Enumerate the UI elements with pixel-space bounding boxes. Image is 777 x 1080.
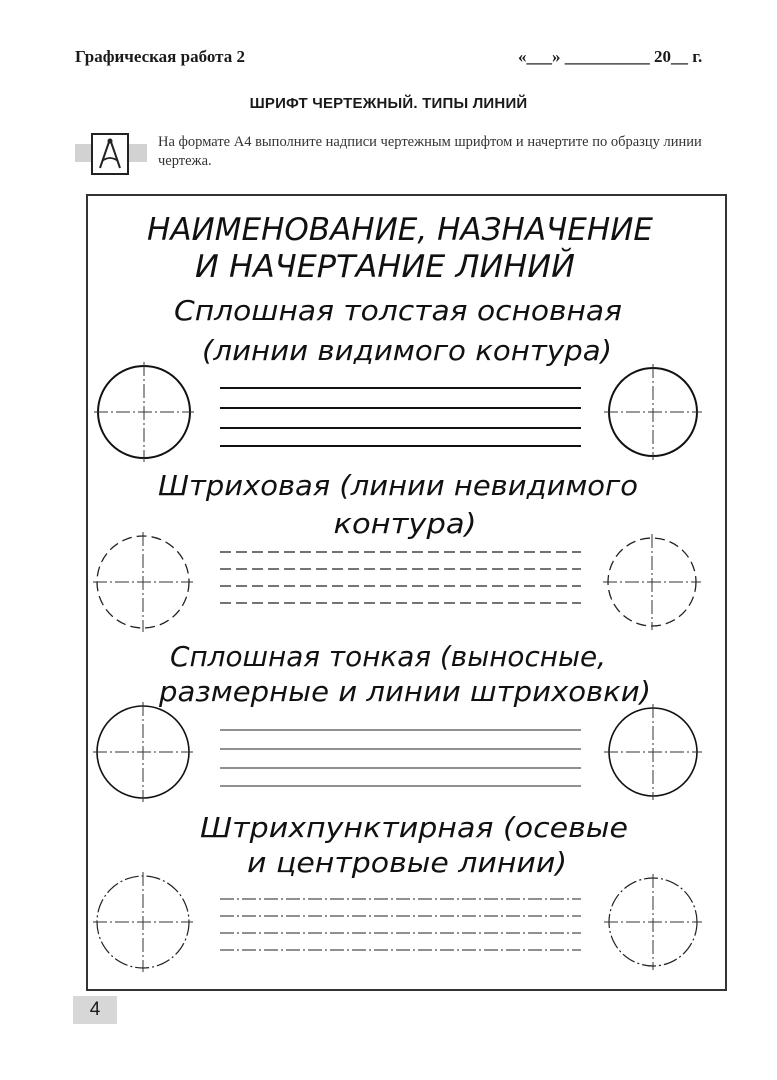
header-work-title: Графическая работа 2 [75, 47, 245, 66]
thin-circle-right [604, 704, 702, 800]
dash-dot-circle-right [604, 874, 702, 970]
section-2-caption-line2: контура) [333, 507, 477, 540]
dashed-line-sample [220, 552, 581, 603]
solid-thin-line-sample [220, 730, 581, 786]
page-title: ШРИФТ ЧЕРТЕЖНЫЙ. ТИПЫ ЛИНИЙ [249, 95, 528, 112]
header-date-field: «___» __________ 20__ г. [518, 47, 703, 66]
section-4-caption-line2: и центровые линии) [247, 846, 567, 879]
section-3-caption-line2: размерные и линии штриховки) [157, 675, 651, 708]
section-2-caption-line1: Штриховая (линии невидимого [158, 469, 638, 502]
sheet-heading-line2: И НАЧЕРТАНИЕ ЛИНИЙ [195, 249, 575, 285]
dashed-circle-right [603, 534, 701, 630]
thin-circle-left [93, 702, 193, 802]
task-instruction: На формате А4 выполните надписи чертежным шрифтом и начертите по образцу линии чертежа. [158, 134, 702, 169]
section-3-caption-line1: Сплошная тонкая (выносные, [170, 640, 606, 673]
section-1-caption-line2: (линии видимого контура) [202, 334, 612, 367]
dashed-circle-left [93, 532, 193, 632]
solid-thick-line-sample [220, 388, 581, 446]
section-1-caption-line1: Сплошная толстая основная [174, 294, 622, 327]
solid-circle-right [604, 364, 702, 460]
dash-dot-line-sample [220, 899, 581, 950]
sheet-heading-line1: НАИМЕНОВАНИЕ, НАЗНАЧЕНИЕ [147, 212, 654, 248]
dash-dot-circle-left [93, 872, 193, 972]
section-4-caption-line1: Штрихпунктирная (осевые [200, 811, 628, 844]
solid-circle-left [94, 362, 194, 462]
page-number: 4 [73, 996, 117, 1024]
